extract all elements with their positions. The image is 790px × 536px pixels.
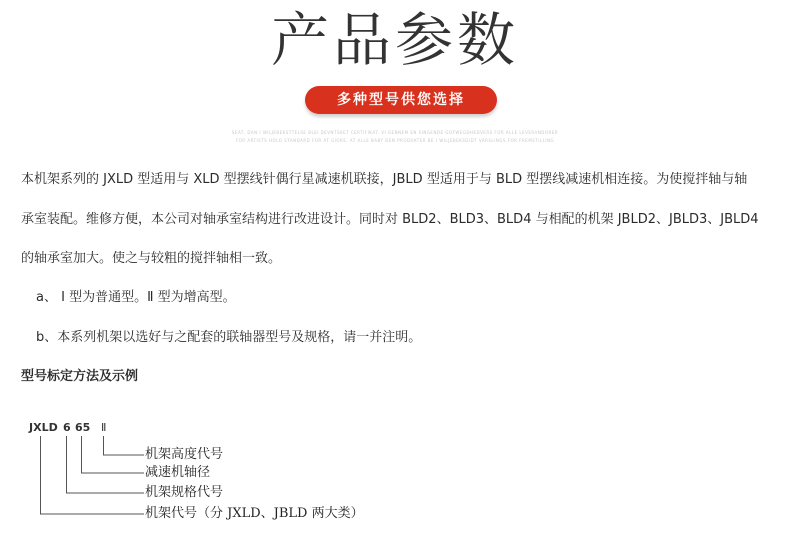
body-text-line-2: 承室装配。维修方便，本公司对轴承室结构进行改进设计。同时对 BLD2、BLD3、BLD4 与相配的机架 JBLD2、JBLD3、JBLD4	[21, 212, 759, 227]
page-title: 产品参数	[270, 6, 519, 74]
fine-print-line-2: FOR ARTISTS HOLD STANDARD FOR AT GIORE, AT ALLE BABY DEN PRODUKTER BE I WILJEBEKSDIDT VARSLINGS FOR FREMSTILLING	[235, 138, 555, 143]
leader-line-spec	[67, 436, 145, 493]
subtitle-banner: 多种型号供您选择	[305, 86, 497, 114]
fine-print-line-1: SEAT, DAN I WILJEBEKSTTELSE BLEI DEVNTSKET CERTIFIKAT. VI GENNEM EN SINGENDE GOFWEGDHEDVERS FOR ALLE LEVERANDORER	[231, 130, 559, 135]
code-part-shaft: 65	[75, 421, 91, 434]
note-a: a、 Ⅰ 型为普通型。Ⅱ 型为增高型。	[36, 290, 236, 305]
section-heading: 型号标定方法及示例	[21, 369, 139, 384]
note-b: b、本系列机架以选好与之配套的联轴器型号及规格，请一并注明。	[36, 330, 422, 345]
label-spec-code: 机架规格代号	[145, 485, 224, 500]
code-part-series: JXLD	[29, 421, 58, 434]
code-part-spec: 6	[63, 421, 71, 434]
body-text-line-1: 本机架系列的 JXLD 型适用与 XLD 型摆线针偶行星减速机联接，JBLD 型适用于与 BLD 型摆线减速机相连接。为使搅拌轴与轴	[21, 172, 748, 187]
label-height-code: 机架高度代号	[145, 447, 224, 462]
leader-line-height	[104, 436, 145, 455]
label-shaft-diameter: 减速机轴径	[145, 465, 211, 480]
body-text-line-3: 的轴承室加大。使之与较粗的搅拌轴相一致。	[21, 251, 282, 266]
leader-line-series	[41, 436, 145, 514]
label-frame-code: 机架代号（分 JXLD、JBLD 两大类）	[145, 506, 364, 521]
code-part-height: Ⅱ	[101, 421, 107, 434]
